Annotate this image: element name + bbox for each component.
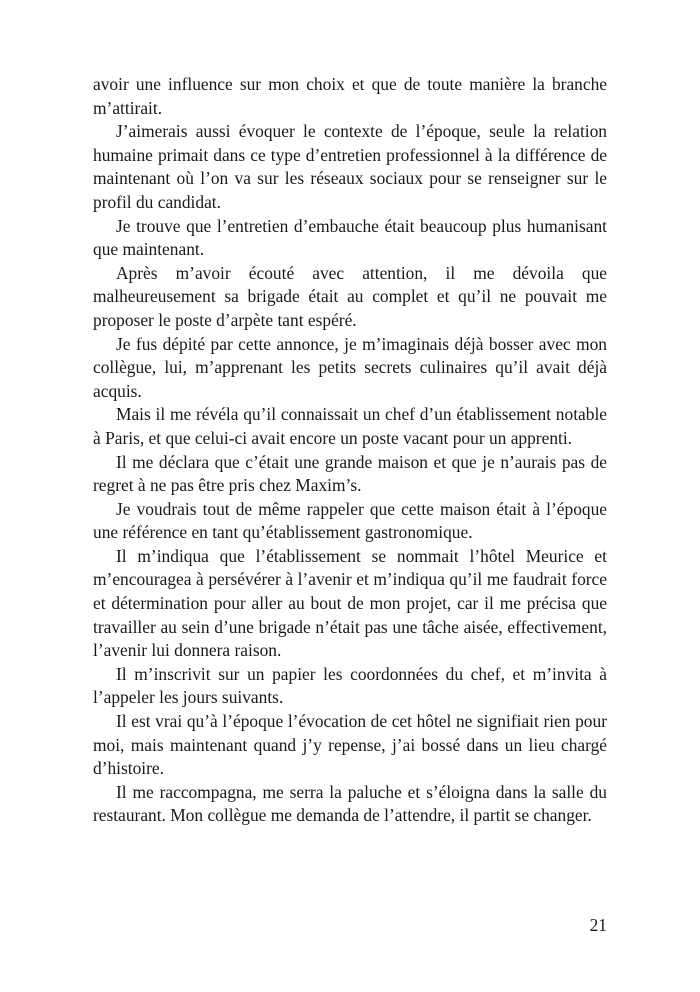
paragraph: Après m’avoir écouté avec attention, il me dévoila que malheureusement sa brigade était au complet et qu’il ne pouvait me proposer le poste d’arpète tant espéré. [93, 262, 607, 330]
paragraph: Il m’indiqua que l’établissement se nommait l’hôtel Meurice et m’encouragea à persévérer à l’avenir et m’indiqua qu’il me faudrait force et détermination pour aller au bout de mon projet, car il me précisa que travailler au sein d’une brigade n’était pas une tâche aisée, effectivement, l’avenir lui donnera raison. [93, 545, 607, 661]
paragraph: Il est vrai qu’à l’époque l’évocation de cet hôtel ne signifiait rien pour moi, mais maintenant quand j’y repense, j’ai bossé dans un lieu chargé d’histoire. [93, 711, 607, 779]
page-number: 21 [589, 915, 607, 935]
paragraph: avoir une influence sur mon choix et que de toute manière la branche m’attirait. [93, 74, 607, 118]
paragraph: Il me raccompagna, me serra la paluche et s’éloigna dans la salle du restaurant. Mon collègue me demanda de l’attendre, il partit se changer. [93, 781, 607, 826]
paragraph: Mais il me révéla qu’il connaissait un chef d’un établissement notable à Paris, et que celui-ci avait encore un poste vacant pour un apprenti. [93, 404, 607, 448]
paragraph: Il me déclara que c’était une grande maison et que je n’aurais pas de regret à ne pas être pris chez Maxim’s. [93, 451, 607, 496]
paragraph: J’aimerais aussi évoquer le contexte de l’époque, seule la relation humaine primait dans ce type d’entretien professionnel à la différence de maintenant où l’on va sur les réseaux sociaux pour se renseigner sur le profil du candidat. [93, 121, 607, 212]
paragraph: Je voudrais tout de même rappeler que cette maison était à l’époque une référence en tant qu’établissement gastronomique. [93, 498, 607, 543]
paragraph: Je trouve que l’entretien d’embauche était beaucoup plus humanisant que maintenant. [93, 215, 607, 260]
body-text [93, 73, 607, 828]
paragraph: Il m’inscrivit sur un papier les coordonnées du chef, et m’invita à l’appeler les jours suivants. [93, 663, 607, 708]
paragraph: Je fus dépité par cette annonce, je m’imaginais déjà bosser avec mon collègue, lui, m’apprenant les petits secrets culinaires qu’il avait déjà acquis. [93, 333, 607, 401]
